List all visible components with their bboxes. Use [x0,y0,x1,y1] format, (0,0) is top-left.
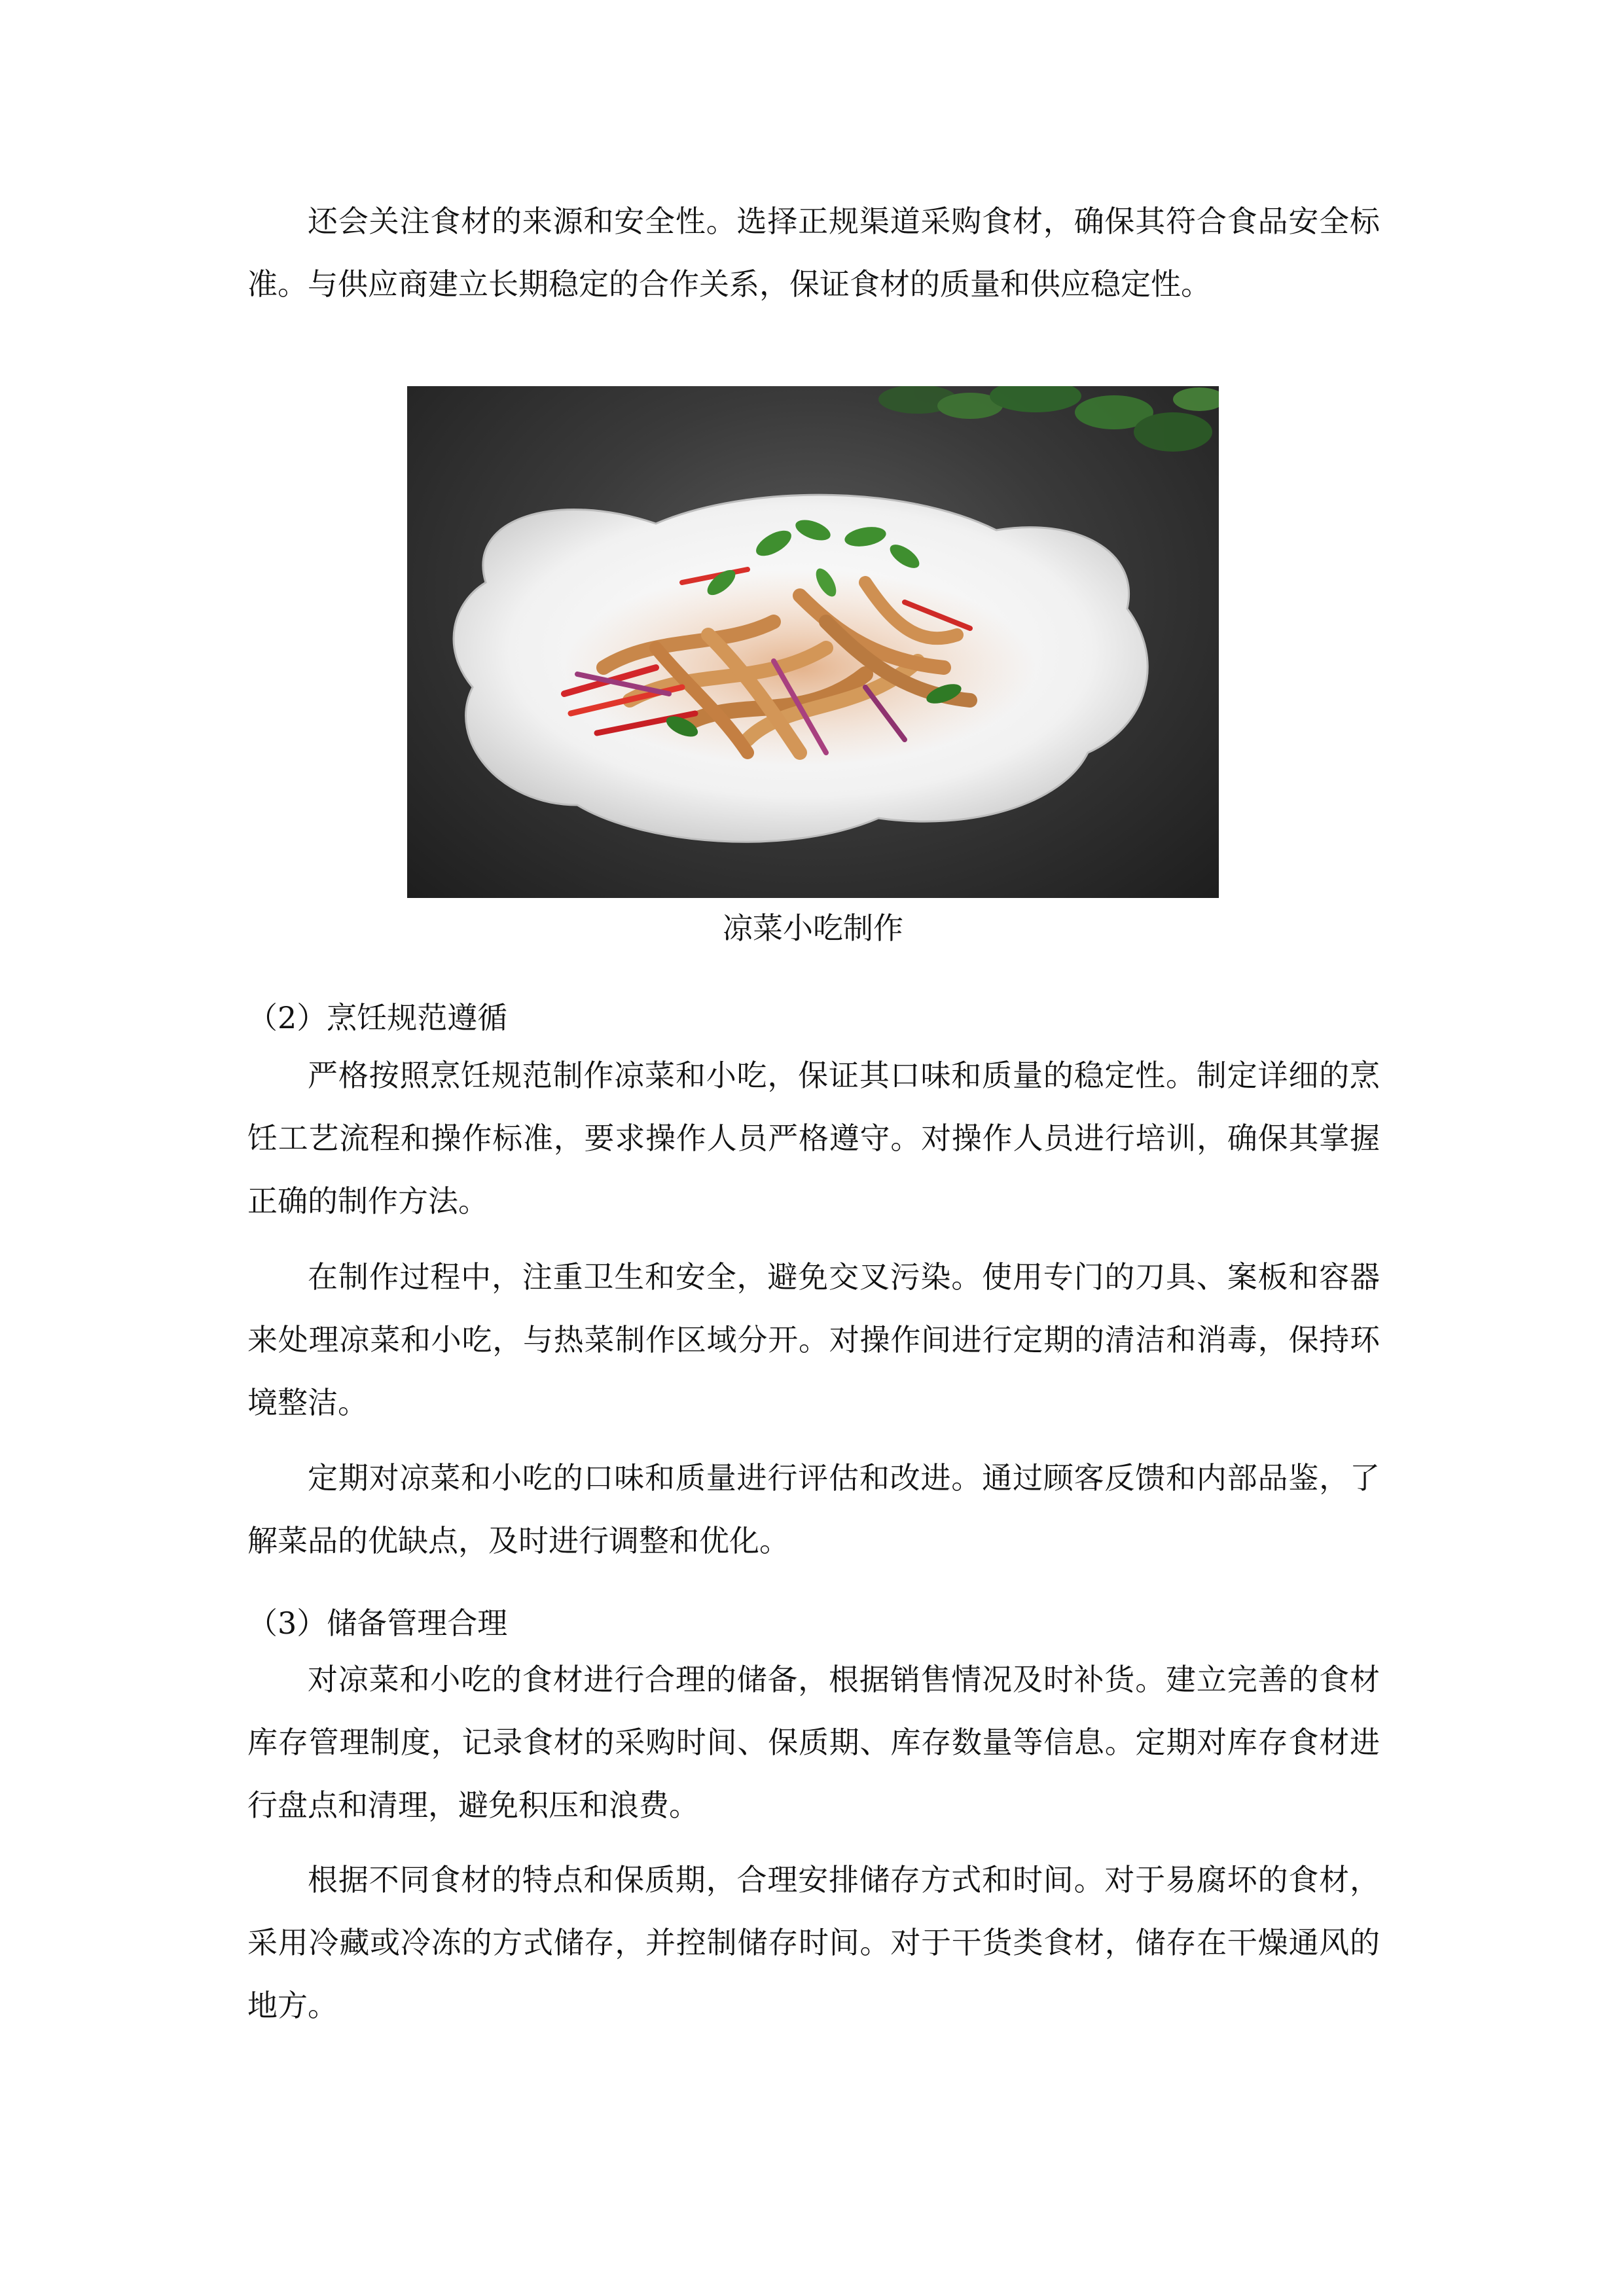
figure-caption: 凉菜小吃制作 [723,910,903,946]
section-heading-cooking-standards: （2）烹饪规范遵循 [247,1000,508,1035]
figure-cold-dish-photo [407,386,1219,898]
paragraph-ingredient-source: 还会关注食材的来源和安全性。选择正规渠道采购食材，确保其符合食品安全标准。与供应商建立长期稳定的合作关系，保证食材的质量和供应稳定性。 [247,204,1380,302]
greenery-decoration [878,386,1219,452]
cold-dish-illustration [407,386,1219,898]
paragraph-hygiene-safety: 在制作过程中，注重卫生和安全，避免交叉污染。使用专门的刀具、案板和容器来处理凉菜和小吃，与热菜制作区域分开。对操作间进行定期的清洁和消毒，保持环境整洁。 [247,1259,1380,1420]
paragraph-storage-management: 对凉菜和小吃的食材进行合理的储备，根据销售情况及时补货。建立完善的食材库存管理制度，记录食材的采购时间、保质期、库存数量等信息。定期对库存食材进行盘点和清理，避免积压和浪费。 [247,1662,1380,1823]
paragraph-storage-methods: 根据不同食材的特点和保质期，合理安排储存方式和时间。对于易腐坏的食材，采用冷藏或冷冻的方式储存，并控制储存时间。对于干货类食材，储存在干燥通风的地方。 [247,1862,1380,2023]
section-heading-storage-management: （3）储备管理合理 [247,1605,508,1641]
paragraph-cooking-standards: 严格按照烹饪规范制作凉菜和小吃，保证其口味和质量的稳定性。制定详细的烹饪工艺流程和操作标准，要求操作人员严格遵守。对操作人员进行培训，确保其掌握正确的制作方法。 [247,1058,1380,1219]
paragraph-quality-evaluation: 定期对凉菜和小吃的口味和质量进行评估和改进。通过顾客反馈和内部品鉴，了解菜品的优缺点，及时进行调整和优化。 [247,1460,1380,1558]
